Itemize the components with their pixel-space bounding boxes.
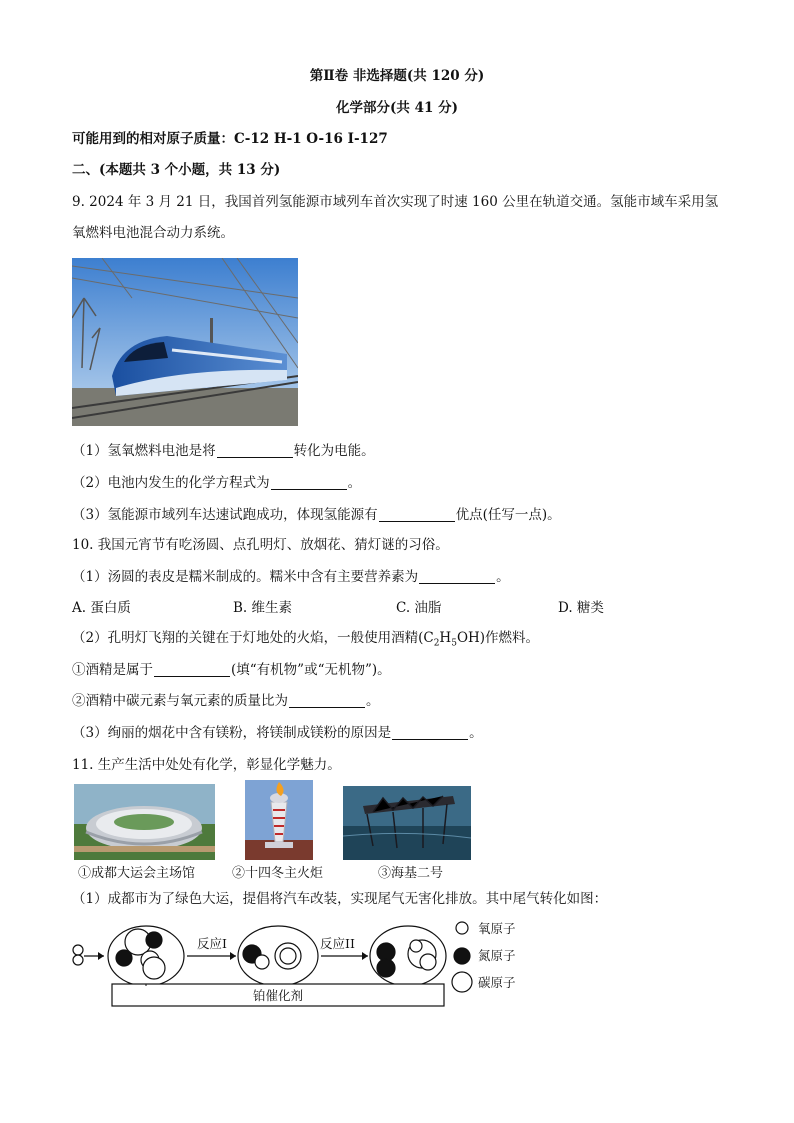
q10-option-b[interactable]: B. 维生素 <box>233 600 293 616</box>
q10-part2-ii-text-a: ②酒精中碳元素与氧元素的质量比为 <box>72 693 288 709</box>
q10-option-a[interactable]: A. 蛋白质 <box>72 600 131 616</box>
caption-stadium: ①成都大运会主场馆 <box>78 866 196 881</box>
q10-part2-i-text-a: ①酒精是属于 <box>72 662 153 678</box>
q11-part1: （1）成都市为了绿色大运，提倡将汽车改装，实现尾气无害化排放。其中尾气转化如图： <box>72 891 608 907</box>
legend-carbon-label: 碳原子 <box>478 975 516 990</box>
q9-part3-text-a: （3）氢能源市域列车达速试跑成功，体现氢能源有 <box>72 507 378 523</box>
haiji-platform-photo <box>343 786 471 860</box>
reaction-1-label: 反应I <box>197 936 227 951</box>
q9-part2-text-a: （2）电池内发生的化学方程式为 <box>72 475 270 491</box>
q10-stem: 10. 我国元宵节有吃汤圆、点孔明灯、放烟花、猜灯谜的习俗。 <box>72 537 449 553</box>
q9-part1-text-b: 转化为电能。 <box>293 443 375 459</box>
stadium-photo <box>74 784 215 860</box>
q10-part2-sub2: 5 <box>451 638 457 649</box>
q9-part1-blank[interactable] <box>217 443 293 458</box>
q9-part3-blank[interactable] <box>379 507 455 522</box>
q10-part2-mid: H <box>439 630 452 646</box>
q10-part2-i <box>72 661 391 679</box>
q10-part1-text-a: （1）汤圆的表皮是糯米制成的。糯米中含有主要营养素为 <box>72 569 419 585</box>
q10-part1-blank[interactable] <box>419 569 495 584</box>
q9-stem-line2: 氧燃料电池混合动力系统。 <box>72 225 234 241</box>
reaction-2-label: 反应II <box>320 936 355 951</box>
q10-part3-text-a: （3）绚丽的烟花中含有镁粉，将镁制成镁粉的原因是 <box>72 725 392 741</box>
legend-oxygen-symbol <box>456 922 468 934</box>
q10-option-d[interactable]: D. 糖类 <box>558 600 604 616</box>
section-subtitle: 化学部分(共 41 分) <box>336 100 458 116</box>
section-heading: 二、(本题共 3 个小题，共 13 分) <box>72 162 281 178</box>
q9-part2-text-b: 。 <box>347 475 362 491</box>
q10-part2 <box>72 629 539 653</box>
q10-part3-blank[interactable] <box>392 725 468 740</box>
q10-part3-text-b: 。 <box>469 725 483 741</box>
hydrogen-train-photo <box>72 258 298 426</box>
legend-oxygen-label: 氧原子 <box>478 921 516 936</box>
q10-part2-ii <box>72 692 380 710</box>
caption-haiji: ③海基二号 <box>378 866 444 881</box>
q9-stem-line1: 9. 2024 年 3 月 21 日，我国首列氢能源市域列车首次实现了时速 160 公里在轨道交通。氢能市域车采用氢 <box>72 194 719 210</box>
q10-part2-i-blank[interactable] <box>154 662 230 677</box>
legend-nitrogen-symbol <box>454 948 470 964</box>
q9-part1 <box>72 442 375 460</box>
legend-carbon-symbol <box>452 972 472 992</box>
q10-part2-ii-blank[interactable] <box>289 693 365 708</box>
q9-part3 <box>72 506 561 524</box>
q10-part2-text-a: （2）孔明灯飞翔的关键在于灯地处的火焰，一般使用酒精(C <box>72 630 434 646</box>
paper-title: 第Ⅱ卷 非选择题(共 120 分) <box>309 68 485 84</box>
q10-part2-sub1: 2 <box>433 638 440 649</box>
q10-option-c[interactable]: C. 油脂 <box>396 600 442 616</box>
left-molecule-atom-top <box>73 945 83 955</box>
q10-part2-ii-text-b: 。 <box>366 693 380 709</box>
left-molecule-atom-bottom <box>73 955 83 965</box>
q10-part3 <box>72 724 483 742</box>
legend-nitrogen-label: 氮原子 <box>478 948 516 963</box>
catalyst-label: 铂催化剂 <box>252 988 303 1003</box>
q9-part3-text-b: 优点(任写一点)。 <box>455 507 561 523</box>
q10-part2-i-text-b: (填“有机物”或“无机物”)。 <box>231 662 391 678</box>
torch-photo <box>245 780 313 860</box>
q9-part2-blank[interactable] <box>271 475 347 490</box>
q10-part2-text-b: OH)作燃料。 <box>456 630 540 646</box>
q9-part1-text-a: （1）氢氧燃料电池是将 <box>72 443 216 459</box>
caption-torch: ②十四冬主火炬 <box>232 866 324 881</box>
q9-part2 <box>72 474 361 492</box>
atomic-mass-line: 可能用到的相对原子质量：C-12 H-1 O-16 I-127 <box>72 131 388 147</box>
q11-stem: 11. 生产生活中处处有化学，彰显化学魅力。 <box>72 757 341 773</box>
q10-part1 <box>72 568 510 586</box>
q10-part1-text-b: 。 <box>496 569 510 585</box>
